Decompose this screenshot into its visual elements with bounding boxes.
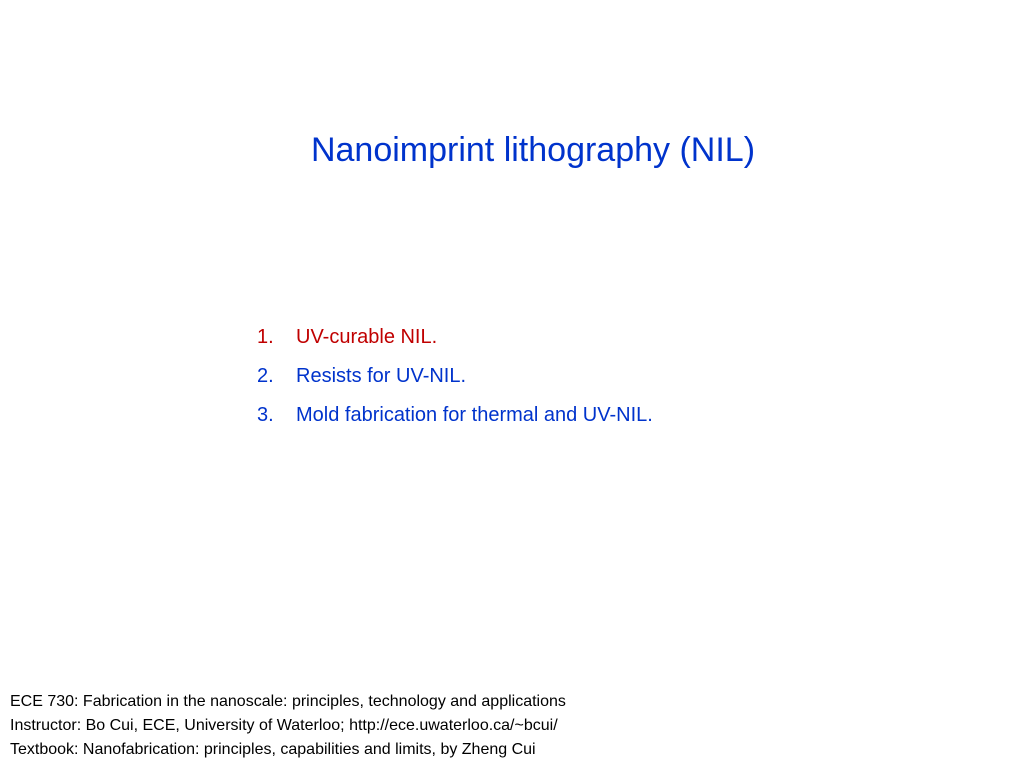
slide-title: Nanoimprint lithography (NIL) bbox=[310, 131, 756, 169]
outline-item-number: 3. bbox=[257, 404, 274, 426]
footer-course-line: ECE 730: Fabrication in the nanoscale: principles, technology and applications bbox=[10, 693, 566, 710]
outline-item bbox=[257, 322, 653, 361]
footer-instructor-line: Instructor: Bo Cui, ECE, University of Waterloo; http://ece.uwaterloo.ca/~bcui/ bbox=[10, 717, 558, 734]
outline-item-text: UV-curable NIL. bbox=[296, 326, 438, 348]
outline-item-text: Mold fabrication for thermal and UV-NIL. bbox=[296, 404, 653, 426]
course-footer bbox=[10, 690, 566, 762]
outline-item-number: 2. bbox=[257, 365, 274, 387]
outline-item-number: 1. bbox=[257, 326, 274, 348]
outline-item bbox=[257, 361, 653, 400]
outline-item bbox=[257, 400, 653, 439]
outline-list bbox=[257, 322, 653, 439]
outline-item-text: Resists for UV-NIL. bbox=[296, 365, 467, 387]
footer-textbook-line: Textbook: Nanofabrication: principles, capabilities and limits, by Zheng Cui bbox=[10, 741, 536, 758]
